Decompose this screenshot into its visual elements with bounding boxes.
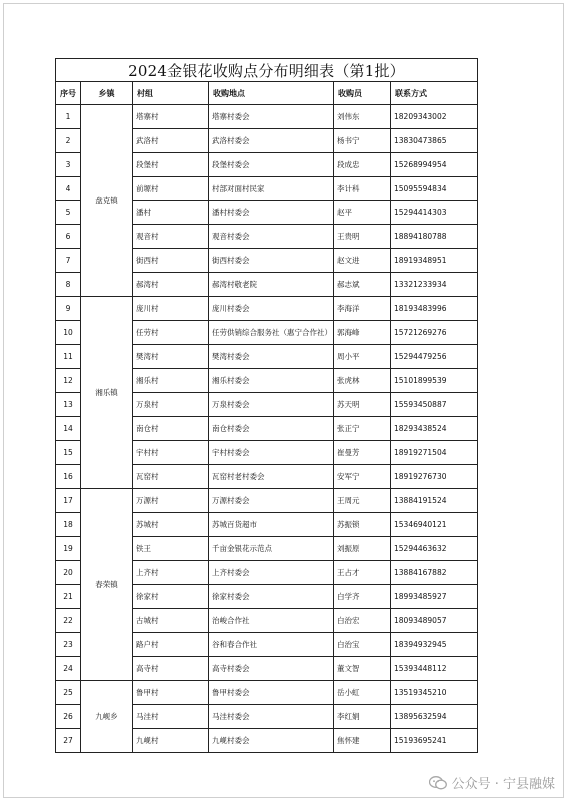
cell-contact: 13830473865: [391, 129, 478, 153]
cell-contact: 18993485927: [391, 585, 478, 609]
cell-buyer: 郝志斌: [334, 273, 391, 297]
watermark-text: 公众号 · 宁县融媒: [451, 777, 555, 792]
cell-location: 潘村村委会: [209, 201, 334, 225]
cell-location: 上齐村委会: [209, 561, 334, 585]
cell-village: 上齐村: [133, 561, 209, 585]
cell-contact: 15095594834: [391, 177, 478, 201]
cell-village: 武洛村: [133, 129, 209, 153]
cell-village: 街西村: [133, 249, 209, 273]
cell-buyer: 白学齐: [334, 585, 391, 609]
cell-buyer: 焦怀建: [334, 729, 391, 753]
cell-buyer: 白治宏: [334, 609, 391, 633]
cell-location: 宇村村委会: [209, 441, 334, 465]
header-location: 收购地点: [209, 82, 334, 105]
wechat-official-account-icon: [429, 776, 447, 790]
cell-village: 徐家村: [133, 585, 209, 609]
cell-village: 高寺村: [133, 657, 209, 681]
cell-no: 15: [56, 441, 81, 465]
cell-village: 九岘村: [133, 729, 209, 753]
table-row: [56, 297, 478, 321]
cell-contact: 15193695241: [391, 729, 478, 753]
header-town: 乡镇: [81, 82, 133, 105]
cell-no: 10: [56, 321, 81, 345]
cell-contact: 18293438524: [391, 417, 478, 441]
cell-location: 万源村委会: [209, 489, 334, 513]
cell-village: 前塬村: [133, 177, 209, 201]
cell-village: 万源村: [133, 489, 209, 513]
cell-location: 治峻合作社: [209, 609, 334, 633]
cell-no: 2: [56, 129, 81, 153]
cell-village: 铁王: [133, 537, 209, 561]
cell-no: 26: [56, 705, 81, 729]
cell-no: 22: [56, 609, 81, 633]
cell-contact: 13895632594: [391, 705, 478, 729]
cell-buyer: 王贵明: [334, 225, 391, 249]
cell-location: 马洼村委会: [209, 705, 334, 729]
cell-village: 任劳村: [133, 321, 209, 345]
header-contact: 联系方式: [391, 82, 478, 105]
cell-contact: 13884167882: [391, 561, 478, 585]
cell-contact: 15294479256: [391, 345, 478, 369]
cell-location: 塔寨村委会: [209, 105, 334, 129]
cell-village: 湘乐村: [133, 369, 209, 393]
cell-no: 14: [56, 417, 81, 441]
cell-location: 谷和春合作社: [209, 633, 334, 657]
header-no: 序号: [56, 82, 81, 105]
cell-buyer: 李计科: [334, 177, 391, 201]
cell-location: 高寺村委会: [209, 657, 334, 681]
cell-no: 19: [56, 537, 81, 561]
cell-location: 鲁甲村委会: [209, 681, 334, 705]
cell-contact: 13321233934: [391, 273, 478, 297]
cell-contact: 13519345210: [391, 681, 478, 705]
table-row: [56, 489, 478, 513]
cell-no: 3: [56, 153, 81, 177]
cell-contact: 15268994954: [391, 153, 478, 177]
cell-contact: 18919276730: [391, 465, 478, 489]
cell-buyer: 王占才: [334, 561, 391, 585]
cell-location: 郝湾村敬老院: [209, 273, 334, 297]
cell-buyer: 岳小虹: [334, 681, 391, 705]
cell-no: 25: [56, 681, 81, 705]
cell-no: 20: [56, 561, 81, 585]
cell-location: 千亩金银花示范点: [209, 537, 334, 561]
cell-buyer: 崔曼芳: [334, 441, 391, 465]
header-village: 村组: [133, 82, 209, 105]
cell-no: 8: [56, 273, 81, 297]
cell-location: 村部对面村民家: [209, 177, 334, 201]
cell-contact: 15346940121: [391, 513, 478, 537]
cell-no: 16: [56, 465, 81, 489]
cell-contact: 18093489057: [391, 609, 478, 633]
cell-no: 23: [56, 633, 81, 657]
cell-location: 观音村委会: [209, 225, 334, 249]
cell-buyer: 张正宁: [334, 417, 391, 441]
watermark: [429, 773, 555, 792]
cell-location: 段堡村委会: [209, 153, 334, 177]
cell-buyer: 李海洋: [334, 297, 391, 321]
cell-location: 徐家村委会: [209, 585, 334, 609]
cell-location: 湘乐村委会: [209, 369, 334, 393]
title-row: [56, 59, 478, 82]
cell-buyer: 李红娟: [334, 705, 391, 729]
purchase-points-table: [55, 58, 478, 753]
cell-village: 塔寨村: [133, 105, 209, 129]
cell-no: 24: [56, 657, 81, 681]
cell-village: 万泉村: [133, 393, 209, 417]
cell-contact: 15593450887: [391, 393, 478, 417]
cell-contact: 18919271504: [391, 441, 478, 465]
cell-contact: 18394932945: [391, 633, 478, 657]
cell-village: 观音村: [133, 225, 209, 249]
cell-no: 4: [56, 177, 81, 201]
cell-village: 马洼村: [133, 705, 209, 729]
cell-village: 路户村: [133, 633, 209, 657]
cell-location: 任劳供销综合服务社（惠宁合作社）: [209, 321, 334, 345]
cell-no: 7: [56, 249, 81, 273]
cell-contact: 15721269276: [391, 321, 478, 345]
cell-village: 段堡村: [133, 153, 209, 177]
cell-location: 万泉村委会: [209, 393, 334, 417]
cell-buyer: 王周元: [334, 489, 391, 513]
cell-village: 宇村村: [133, 441, 209, 465]
header-row: [56, 82, 478, 105]
cell-contact: 15294414303: [391, 201, 478, 225]
cell-buyer: 苏天明: [334, 393, 391, 417]
cell-no: 11: [56, 345, 81, 369]
cell-village: 樊湾村: [133, 345, 209, 369]
cell-location: 街西村委会: [209, 249, 334, 273]
cell-location: 瓦窑村老村委会: [209, 465, 334, 489]
cell-village: 郝湾村: [133, 273, 209, 297]
cell-buyer: 周小平: [334, 345, 391, 369]
cell-contact: 15101899539: [391, 369, 478, 393]
cell-village: 苏城村: [133, 513, 209, 537]
cell-village: 庞川村: [133, 297, 209, 321]
cell-town: 春荣镇: [81, 489, 133, 681]
cell-no: 12: [56, 369, 81, 393]
cell-contact: 13884191524: [391, 489, 478, 513]
table-row: [56, 105, 478, 129]
cell-contact: 18193483996: [391, 297, 478, 321]
cell-buyer: 赵文进: [334, 249, 391, 273]
cell-buyer: 刘振原: [334, 537, 391, 561]
cell-town: 盘克镇: [81, 105, 133, 297]
cell-buyer: 董文智: [334, 657, 391, 681]
cell-village: 鲁甲村: [133, 681, 209, 705]
cell-contact: 18209343002: [391, 105, 478, 129]
cell-no: 18: [56, 513, 81, 537]
cell-contact: 15393448112: [391, 657, 478, 681]
cell-village: 古城村: [133, 609, 209, 633]
cell-no: 13: [56, 393, 81, 417]
cell-buyer: 安军宁: [334, 465, 391, 489]
cell-location: 苏城百货超市: [209, 513, 334, 537]
table-row: [56, 681, 478, 705]
cell-location: 庞川村委会: [209, 297, 334, 321]
cell-buyer: 张虎林: [334, 369, 391, 393]
cell-no: 9: [56, 297, 81, 321]
cell-no: 6: [56, 225, 81, 249]
cell-no: 5: [56, 201, 81, 225]
cell-contact: 18919348951: [391, 249, 478, 273]
table-title: 2024金银花收购点分布明细表（第1批）: [56, 59, 478, 82]
cell-village: 南仓村: [133, 417, 209, 441]
cell-location: 樊湾村委会: [209, 345, 334, 369]
cell-village: 潘村: [133, 201, 209, 225]
cell-location: 武洛村委会: [209, 129, 334, 153]
cell-buyer: 赵平: [334, 201, 391, 225]
cell-contact: 15294463632: [391, 537, 478, 561]
cell-buyer: 白治宝: [334, 633, 391, 657]
cell-location: 南仓村委会: [209, 417, 334, 441]
cell-buyer: 段成忠: [334, 153, 391, 177]
cell-contact: 18894180788: [391, 225, 478, 249]
cell-village: 瓦窑村: [133, 465, 209, 489]
cell-no: 27: [56, 729, 81, 753]
cell-location: 九岘村委会: [209, 729, 334, 753]
cell-no: 1: [56, 105, 81, 129]
cell-buyer: 郭海峰: [334, 321, 391, 345]
cell-town: 湘乐镇: [81, 297, 133, 489]
cell-no: 17: [56, 489, 81, 513]
cell-town: 九岘乡: [81, 681, 133, 753]
header-buyer: 收购员: [334, 82, 391, 105]
cell-no: 21: [56, 585, 81, 609]
cell-buyer: 杨书宁: [334, 129, 391, 153]
cell-buyer: 刘伟东: [334, 105, 391, 129]
cell-buyer: 苏振锁: [334, 513, 391, 537]
